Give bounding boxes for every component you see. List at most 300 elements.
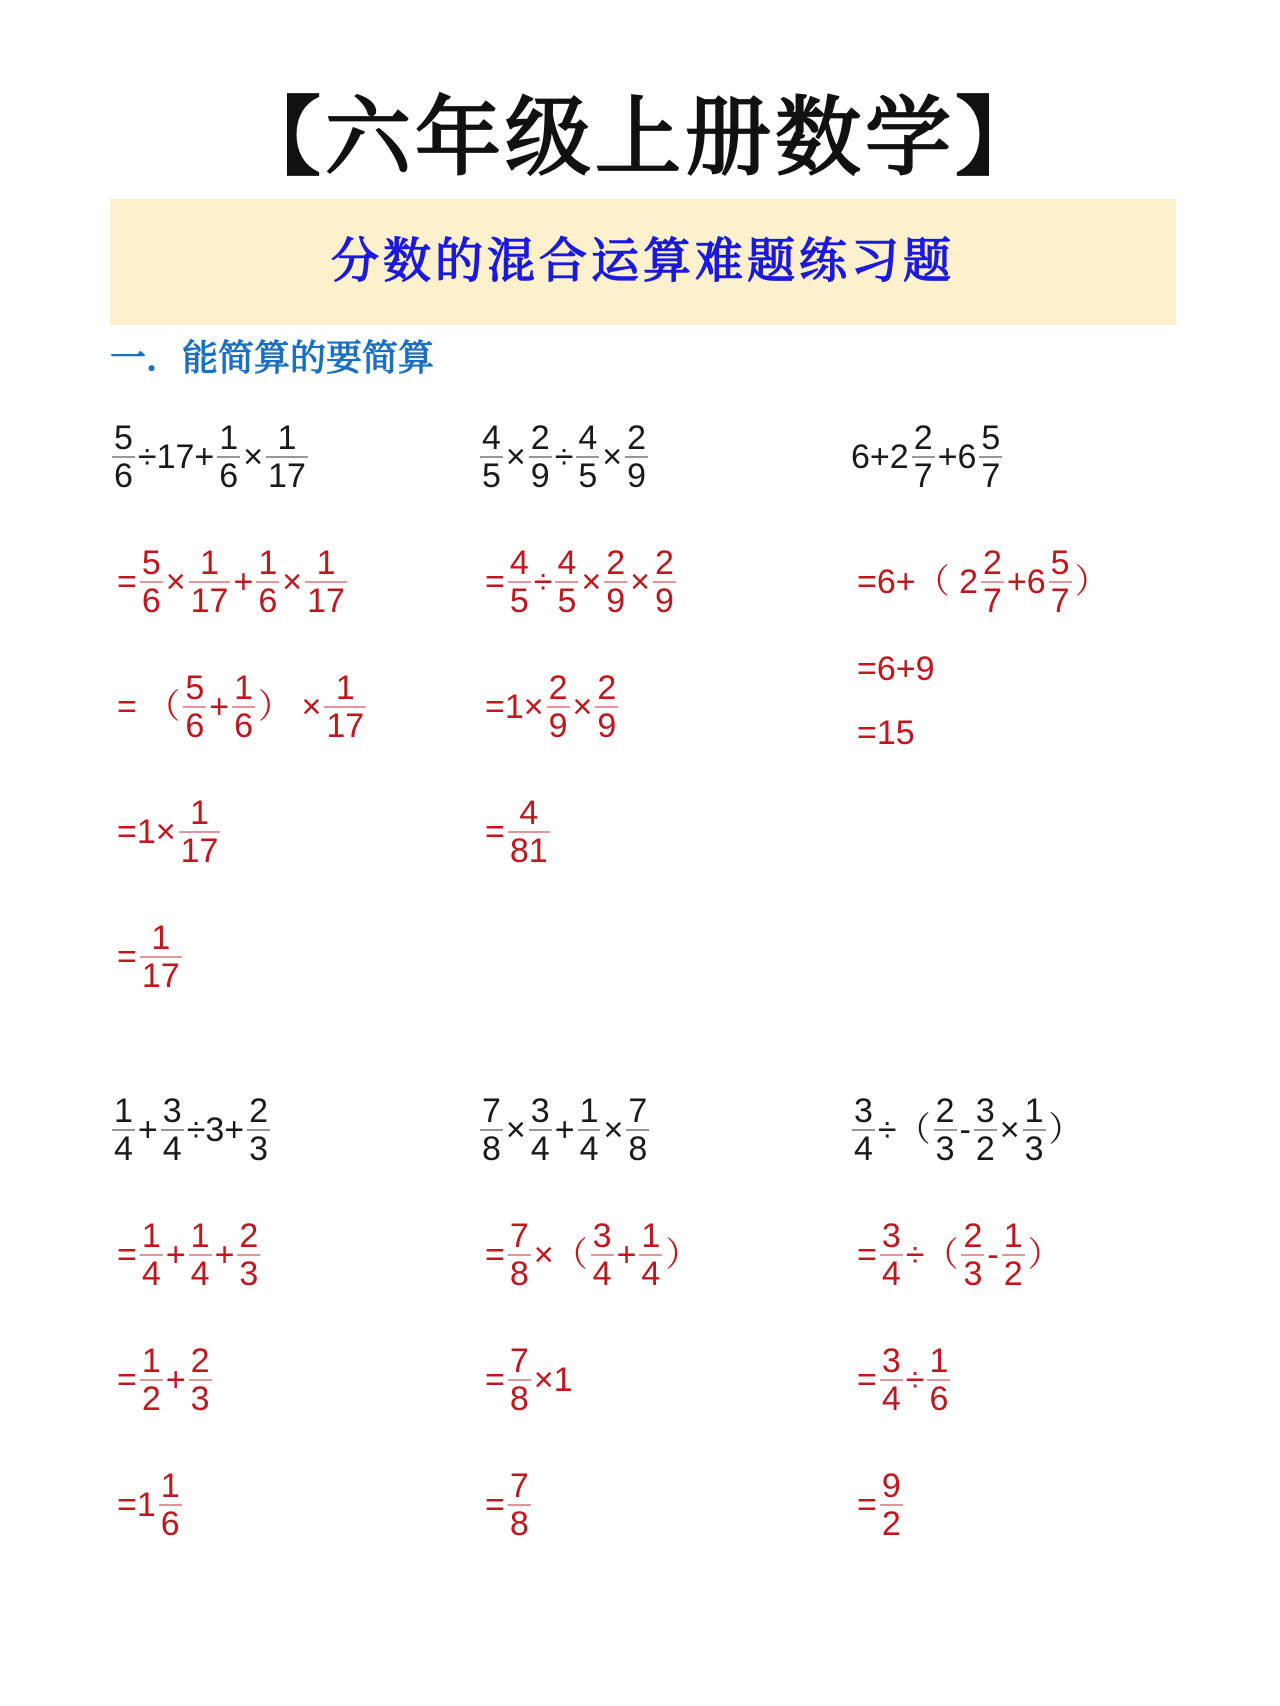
fraction [508, 795, 550, 869]
fraction [880, 1468, 903, 1542]
denominator: 6 [219, 457, 239, 495]
denominator: 5 [578, 457, 598, 495]
fraction-bar [604, 581, 627, 583]
numerator: 5 [1050, 544, 1070, 582]
numerator: 2 [655, 544, 674, 582]
math-operator: + [165, 1361, 186, 1399]
math-operator: =1× [485, 688, 544, 726]
fraction [189, 1218, 212, 1292]
fraction-bar [912, 456, 935, 458]
fraction [480, 1093, 503, 1167]
problem-2-step-3 [484, 795, 552, 869]
denominator: 4 [141, 1255, 161, 1293]
fraction [626, 1093, 649, 1167]
math-operator: =6+9 [857, 650, 935, 688]
numerator: 2 [627, 419, 647, 457]
problem-2-step-2 [484, 670, 620, 744]
numerator: 2 [530, 419, 550, 457]
denominator: 7 [982, 582, 1002, 620]
page-title: 【六年级上册数学】 [235, 87, 1045, 188]
fraction [961, 1218, 984, 1292]
denominator: 6 [234, 707, 254, 745]
denominator: 4 [114, 1130, 133, 1168]
numerator: 1 [1024, 1092, 1044, 1130]
denominator: 8 [509, 1380, 529, 1418]
fraction [529, 420, 552, 494]
fraction-bar [324, 706, 366, 708]
denominator: 9 [655, 582, 674, 620]
subtitle: 分数的混合运算难题练习题 [330, 233, 955, 289]
fraction [508, 1468, 531, 1542]
numerator: 1 [579, 1092, 599, 1130]
denominator: 81 [509, 832, 548, 870]
fraction [140, 545, 163, 619]
math-operator: ×（ [533, 1236, 588, 1274]
math-operator: = [485, 1486, 505, 1524]
math-operator: = [857, 1236, 877, 1274]
fraction [140, 920, 182, 994]
fraction [508, 545, 531, 619]
denominator: 3 [249, 1130, 269, 1168]
denominator: 17 [307, 582, 345, 620]
math-operator: = [485, 1236, 505, 1274]
fraction [305, 545, 347, 619]
math-operator: ÷（ [905, 1236, 959, 1274]
math-operator: = [117, 1236, 137, 1274]
problem-4-question [110, 1093, 272, 1167]
denominator: 7 [913, 457, 933, 495]
math-operator: ÷3+ [186, 1111, 245, 1149]
math-operator: + [554, 1111, 575, 1149]
denominator: 3 [963, 1255, 983, 1293]
fraction-bar [140, 581, 163, 583]
math-operator: = [857, 1361, 877, 1399]
denominator: 4 [881, 1380, 901, 1418]
math-operator: + [233, 563, 254, 601]
numerator: 1 [190, 794, 209, 832]
problem-6-step-1 [856, 1218, 1063, 1292]
fraction [159, 1468, 182, 1542]
denominator: 17 [326, 707, 365, 745]
denominator: 5 [509, 582, 529, 620]
fraction-bar [981, 581, 1004, 583]
math-operator: ） × [258, 688, 322, 726]
math-operator: = [485, 813, 505, 851]
math-operator: × [572, 688, 593, 726]
math-operator: = [117, 1361, 137, 1399]
fraction [591, 1218, 614, 1292]
denominator: 3 [190, 1380, 210, 1418]
numerator: 2 [982, 544, 1002, 582]
problem-5-question [478, 1093, 651, 1167]
denominator: 17 [268, 457, 306, 495]
numerator: 2 [249, 1092, 269, 1130]
fraction-bar [266, 456, 308, 458]
fraction-bar [595, 706, 618, 708]
denominator: 7 [981, 457, 1001, 495]
denominator: 6 [114, 457, 133, 495]
fraction [112, 1093, 135, 1167]
fraction [653, 545, 676, 619]
numerator: 1 [190, 1217, 210, 1255]
denominator: 5 [482, 457, 501, 495]
denominator: 3 [239, 1255, 259, 1293]
fraction [880, 1218, 903, 1292]
fraction-bar [237, 1254, 260, 1256]
denominator: 4 [854, 1130, 873, 1168]
problem-3-question [850, 420, 1004, 494]
denominator: 17 [180, 832, 219, 870]
math-operator: - [959, 1111, 971, 1149]
problem-2-step-1 [484, 545, 678, 619]
problem-3-step-3 [856, 716, 916, 750]
fraction [140, 1343, 163, 1417]
numerator: 1 [200, 544, 220, 582]
numerator: 1 [141, 1217, 161, 1255]
problem-1-step-1 [116, 545, 349, 619]
denominator: 6 [258, 582, 278, 620]
math-operator: + [209, 688, 230, 726]
math-operator: × [243, 438, 264, 476]
math-operator: × [603, 1111, 624, 1149]
numerator: 2 [239, 1217, 259, 1255]
denominator: 3 [935, 1130, 955, 1168]
problem-1-question [110, 420, 310, 494]
denominator: 8 [509, 1255, 529, 1293]
math-operator: + [137, 1111, 158, 1149]
fraction [604, 545, 627, 619]
fraction [112, 420, 135, 494]
fraction [266, 420, 308, 494]
fraction-bar [555, 581, 578, 583]
math-operator: × [602, 438, 623, 476]
fraction-bar [183, 706, 206, 708]
fraction-bar [576, 456, 599, 458]
math-operator: × [999, 1111, 1020, 1149]
numerator: 3 [854, 1092, 873, 1130]
math-operator: = [117, 563, 137, 601]
denominator: 6 [141, 582, 161, 620]
numerator: 7 [509, 1217, 529, 1255]
fraction-bar [653, 581, 676, 583]
denominator: 4 [881, 1255, 901, 1293]
math-operator: ） [1027, 1236, 1062, 1274]
numerator: 1 [160, 1467, 180, 1505]
math-operator: = [117, 938, 137, 976]
math-operator: =6+（ 2 [857, 563, 978, 601]
fraction [179, 795, 221, 869]
fraction [1023, 1093, 1046, 1167]
fraction-bar [508, 1254, 531, 1256]
math-operator: ÷17+ [137, 438, 215, 476]
fraction-bar [639, 1254, 662, 1256]
problem-6-question [850, 1093, 1084, 1167]
problem-4-step-3 [116, 1468, 184, 1542]
math-operator: - [987, 1236, 999, 1274]
denominator: 2 [881, 1505, 901, 1543]
fraction-bar [626, 1129, 649, 1131]
fraction-bar [961, 1254, 984, 1256]
fraction [639, 1218, 662, 1292]
fraction [189, 1343, 212, 1417]
math-operator: = [485, 1361, 505, 1399]
numerator: 3 [881, 1342, 901, 1380]
denominator: 7 [1050, 582, 1070, 620]
math-operator: = [857, 1486, 877, 1524]
math-operator: ÷ [905, 1361, 925, 1399]
fraction [183, 670, 206, 744]
fraction-bar [140, 1254, 163, 1256]
numerator: 7 [509, 1467, 529, 1505]
numerator: 2 [963, 1217, 983, 1255]
numerator: 1 [929, 1342, 949, 1380]
fraction-bar [508, 581, 531, 583]
fraction [1049, 545, 1072, 619]
denominator: 4 [641, 1255, 661, 1293]
math-operator: ÷ [533, 563, 553, 601]
denominator: 9 [548, 707, 568, 745]
fraction [161, 1093, 184, 1167]
section-header: 一．能简算的要简算 [110, 338, 435, 379]
numerator: 1 [316, 544, 336, 582]
fraction-bar [179, 831, 221, 833]
problem-3-step-1 [856, 545, 1110, 619]
fraction-bar [232, 706, 255, 708]
numerator: 5 [141, 544, 161, 582]
math-operator: = （ [117, 688, 181, 726]
math-operator: =15 [857, 714, 915, 752]
numerator: 1 [1003, 1217, 1023, 1255]
math-operator: + [165, 1236, 186, 1274]
fraction-bar [625, 456, 648, 458]
fraction-bar [159, 1504, 182, 1506]
math-operator: =1 [117, 1486, 156, 1524]
fraction-bar [1023, 1129, 1046, 1131]
fraction [217, 420, 240, 494]
fraction [595, 670, 618, 744]
math-operator: × [282, 563, 303, 601]
fraction [189, 545, 231, 619]
fraction-bar [508, 831, 550, 833]
fraction-bar [140, 956, 182, 958]
problem-3-step-2 [856, 652, 936, 686]
math-operator: + [616, 1236, 637, 1274]
numerator: 1 [141, 1342, 161, 1380]
fraction-bar [305, 581, 347, 583]
math-operator: × [505, 1111, 526, 1149]
fraction [880, 1343, 903, 1417]
numerator: 3 [592, 1217, 612, 1255]
fraction-bar [880, 1254, 903, 1256]
fraction-bar [591, 1254, 614, 1256]
fraction-bar [934, 1129, 957, 1131]
subtitle-banner [110, 199, 1176, 325]
fraction-bar [112, 456, 135, 458]
fraction-bar [189, 1254, 212, 1256]
fraction [927, 1343, 950, 1417]
math-operator: ÷（ [877, 1111, 931, 1149]
math-operator: × [165, 563, 186, 601]
denominator: 9 [606, 582, 626, 620]
problem-1-step-2 [116, 670, 368, 744]
problem-6-step-3 [856, 1468, 905, 1542]
problem-6-step-2 [856, 1343, 952, 1417]
denominator: 8 [509, 1505, 529, 1543]
math-operator: = [485, 563, 505, 601]
denominator: 6 [929, 1380, 949, 1418]
fraction-bar [161, 1129, 184, 1131]
math-operator: =1× [117, 813, 176, 851]
fraction [508, 1218, 531, 1292]
numerator: 3 [162, 1092, 182, 1130]
fraction-bar [256, 581, 279, 583]
numerator: 1 [258, 544, 278, 582]
numerator: 2 [548, 669, 568, 707]
denominator: 17 [190, 582, 229, 620]
fraction-bar [189, 1379, 212, 1381]
problem-1-step-3 [116, 795, 222, 869]
numerator: 2 [606, 544, 626, 582]
problem-5-step-2 [484, 1343, 574, 1417]
fraction-bar [927, 1379, 950, 1381]
fraction [324, 670, 366, 744]
fraction-bar [1049, 581, 1072, 583]
numerator: 5 [114, 419, 133, 457]
problem-5-step-1 [484, 1218, 700, 1292]
numerator: 2 [913, 419, 933, 457]
problem-2-question [478, 420, 650, 494]
denominator: 4 [162, 1130, 182, 1168]
fraction-bar [480, 1129, 503, 1131]
denominator: 17 [141, 957, 180, 995]
denominator: 4 [190, 1255, 210, 1293]
problem-4-step-1 [116, 1218, 262, 1292]
numerator: 3 [530, 1092, 550, 1130]
fraction-bar [979, 456, 1002, 458]
numerator: 3 [881, 1217, 901, 1255]
fraction [529, 1093, 552, 1167]
denominator: 2 [975, 1130, 995, 1168]
math-operator: ÷ [554, 438, 574, 476]
fraction-bar [974, 1129, 997, 1131]
fraction [625, 420, 648, 494]
fraction-bar [140, 1379, 163, 1381]
math-operator: ×1 [533, 1361, 573, 1399]
denominator: 5 [557, 582, 577, 620]
numerator: 7 [509, 1342, 529, 1380]
fraction-bar [480, 456, 503, 458]
denominator: 3 [1024, 1130, 1044, 1168]
fraction [974, 1093, 997, 1167]
fraction-bar [880, 1379, 903, 1381]
fraction [256, 545, 279, 619]
fraction [237, 1218, 260, 1292]
math-operator: ） [665, 1236, 700, 1274]
denominator: 9 [627, 457, 647, 495]
fraction-bar [1002, 1254, 1025, 1256]
numerator: 2 [597, 669, 617, 707]
math-operator: ） [1074, 563, 1109, 601]
problem-1-step-4 [116, 920, 184, 994]
numerator: 4 [578, 419, 598, 457]
numerator: 5 [185, 669, 205, 707]
math-operator: 6+2 [851, 438, 909, 476]
fraction [508, 1343, 531, 1417]
fraction-bar [247, 1129, 270, 1131]
fraction [480, 420, 503, 494]
fraction [1002, 1218, 1025, 1292]
numerator: 1 [234, 669, 254, 707]
fraction [912, 420, 935, 494]
numerator: 1 [641, 1217, 661, 1255]
numerator: 2 [190, 1342, 210, 1380]
numerator: 2 [935, 1092, 955, 1130]
numerator: 1 [277, 419, 297, 457]
math-operator: +6 [1006, 563, 1046, 601]
numerator: 4 [482, 419, 501, 457]
fraction-bar [529, 456, 552, 458]
numerator: 1 [219, 419, 239, 457]
denominator: 8 [482, 1130, 501, 1168]
math-operator: ） [1048, 1111, 1083, 1149]
math-operator: × [505, 438, 526, 476]
denominator: 2 [141, 1380, 161, 1418]
fraction-bar [217, 456, 240, 458]
fraction-bar [547, 706, 570, 708]
fraction-bar [578, 1129, 601, 1131]
numerator: 4 [519, 794, 539, 832]
denominator: 9 [597, 707, 617, 745]
numerator: 3 [975, 1092, 995, 1130]
fraction [547, 670, 570, 744]
denominator: 4 [530, 1130, 550, 1168]
numerator: 9 [881, 1467, 901, 1505]
numerator: 1 [151, 919, 171, 957]
fraction [979, 420, 1002, 494]
fraction [576, 420, 599, 494]
problem-4-step-2 [116, 1343, 214, 1417]
numerator: 7 [628, 1092, 648, 1130]
numerator: 4 [509, 544, 529, 582]
denominator: 4 [579, 1130, 599, 1168]
fraction [140, 1218, 163, 1292]
fraction-bar [529, 1129, 552, 1131]
denominator: 4 [592, 1255, 612, 1293]
math-operator: +6 [937, 438, 977, 476]
fraction [232, 670, 255, 744]
fraction [578, 1093, 601, 1167]
math-operator: × [630, 563, 651, 601]
fraction-bar [508, 1504, 531, 1506]
denominator: 9 [530, 457, 550, 495]
numerator: 7 [482, 1092, 501, 1130]
fraction-bar [189, 581, 231, 583]
numerator: 4 [557, 544, 577, 582]
numerator: 5 [981, 419, 1001, 457]
fraction [934, 1093, 957, 1167]
numerator: 1 [114, 1092, 133, 1130]
denominator: 6 [160, 1505, 180, 1543]
fraction-bar [852, 1129, 875, 1131]
denominator: 8 [628, 1130, 648, 1168]
fraction-bar [112, 1129, 135, 1131]
fraction-bar [880, 1504, 903, 1506]
denominator: 2 [1003, 1255, 1023, 1293]
numerator: 1 [335, 669, 355, 707]
fraction [981, 545, 1004, 619]
math-operator: + [214, 1236, 235, 1274]
math-operator: × [581, 563, 602, 601]
